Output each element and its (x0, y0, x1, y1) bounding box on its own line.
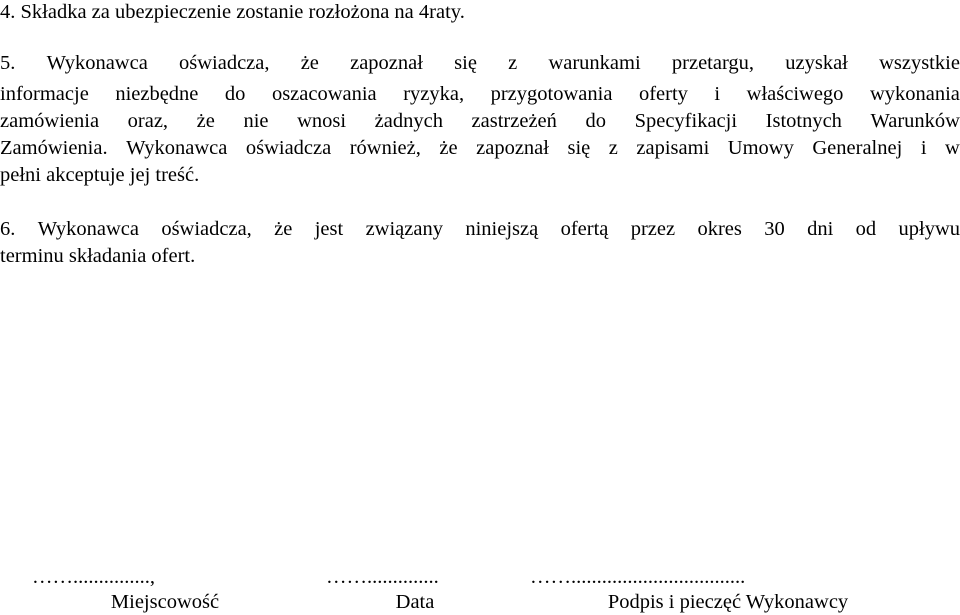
signature-label: Podpis i pieczęć Wykonawcy (607, 591, 849, 613)
word: przygotowania (490, 83, 613, 105)
word: oraz, (127, 110, 169, 132)
word: zapoznał (350, 52, 423, 74)
word: związany (365, 218, 443, 240)
word: oświadcza (245, 137, 332, 159)
word: Istotnych (765, 110, 842, 132)
word: Generalnej (812, 137, 903, 159)
word: niniejszą (465, 218, 539, 240)
word: wnosi (297, 110, 347, 132)
word: zapoznał (476, 137, 549, 159)
word: zastrzeżeń (471, 110, 557, 132)
word: oszacowania (271, 83, 377, 105)
word: się (567, 137, 591, 159)
word: żadnych (374, 110, 443, 132)
date-dots: …….............. (326, 566, 439, 588)
place-label: Miejscowość (110, 591, 220, 613)
word: od (855, 218, 877, 240)
word: oferty (638, 83, 688, 105)
word: zamówienia (0, 110, 100, 132)
paragraph-4: 4. Składka za ubezpieczenie zostanie rozłożona na 4raty. (0, 1, 465, 23)
word: z (608, 137, 618, 159)
word: Zamówienia. (0, 137, 108, 159)
word: informacje (0, 83, 89, 105)
word: wykonania (869, 83, 960, 105)
word: że (196, 110, 215, 132)
paragraph-5-line-5: pełni akceptuje jej treść. (0, 164, 200, 186)
word: okres (697, 218, 742, 240)
word: Warunków (870, 110, 960, 132)
word: jest (314, 218, 344, 240)
word: z (508, 52, 518, 74)
paragraph-5-line-2 (0, 82, 960, 106)
word: zapisami (636, 137, 710, 159)
paragraph-5-line-3 (0, 109, 960, 133)
word: 6. (0, 218, 16, 240)
word: niezbędne (115, 83, 199, 105)
word: że (274, 218, 293, 240)
word: przez (630, 218, 676, 240)
word: również, (349, 137, 421, 159)
paragraph-5-line-1 (0, 51, 960, 75)
word: nie (243, 110, 269, 132)
word: uzyskał (785, 52, 848, 74)
word: oświadcza, (179, 52, 270, 74)
word: upływu (898, 218, 960, 240)
word: ryzyka, (403, 83, 465, 105)
word: 30 (764, 218, 785, 240)
word: i (920, 137, 927, 159)
word: w (945, 137, 960, 159)
word: dni (807, 218, 834, 240)
word: Wykonawca (46, 52, 148, 74)
paragraph-6-line-1 (0, 217, 960, 241)
place-dots: ……..............., (32, 566, 155, 588)
word: do (224, 83, 246, 105)
word: że (439, 137, 458, 159)
word: że (300, 52, 319, 74)
date-label: Data (395, 591, 435, 613)
paragraph-5-line-4 (0, 136, 960, 160)
word: warunkami (548, 52, 641, 74)
word: ofertą (560, 218, 609, 240)
word: oświadcza, (161, 218, 252, 240)
word: do (585, 110, 606, 132)
word: właściwego (746, 83, 844, 105)
word: i (714, 83, 721, 105)
word: Wykonawca (37, 218, 139, 240)
paragraph-6-line-2: terminu składania ofert. (0, 245, 196, 267)
word: się (454, 52, 477, 74)
word: przetargu, (671, 52, 755, 74)
word: Umowy (727, 137, 794, 159)
word: 5. (0, 52, 16, 74)
word: Wykonawca (126, 137, 228, 159)
word: Specyfikacji (634, 110, 738, 132)
signature-dots: …….................................. (530, 566, 746, 588)
word: wszystkie (879, 52, 960, 74)
